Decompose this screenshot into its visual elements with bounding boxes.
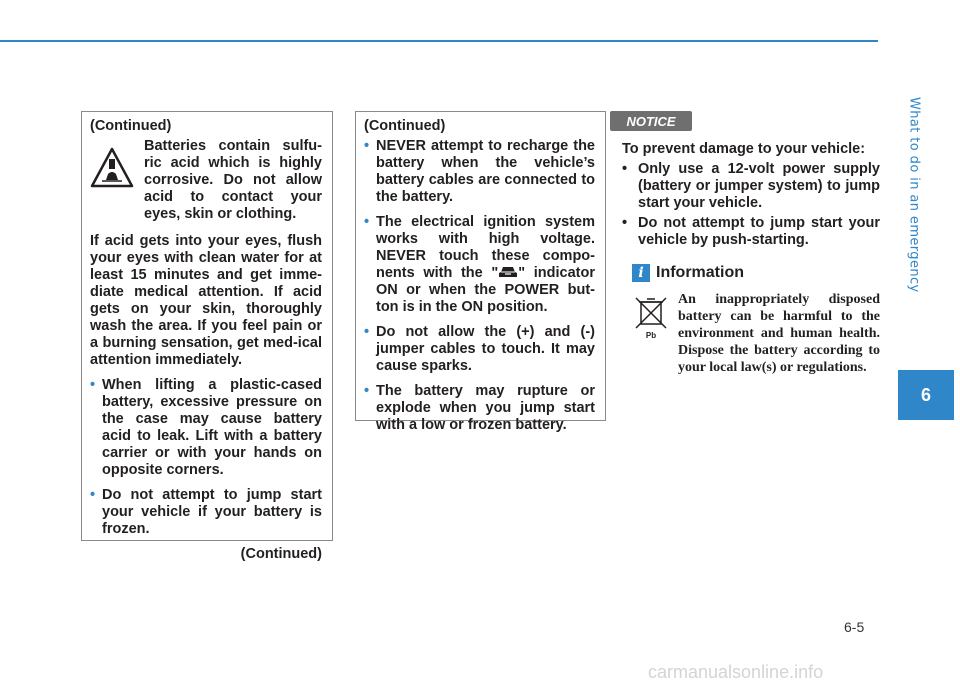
notice-badge: NOTICE (610, 111, 692, 131)
page-number: 6-5 (844, 619, 865, 635)
header-rule (0, 40, 878, 42)
first-aid-paragraph: If acid gets into your eyes, flush your eyes with clean water for at least 15 minutes and get imme-diate medical attention. If acid gets on your skin, thoroughly wash the area. If you feel pain or a burning sensation, get med-ical attention immediately. (90, 233, 322, 368)
warning-text: Batteries contain sulfu-ric acid which is highly corrosive. Do not allow acid to contact your eyes, skin or clothing. (144, 138, 322, 222)
list-item: • NEVER attempt to recharge the battery when the vehicle’s battery cables are connected to the battery. (364, 138, 595, 205)
acid-warning (90, 138, 322, 223)
continued-label: (Continued) (240, 546, 322, 562)
bullet-icon: • (364, 214, 370, 230)
information-title: Information (656, 264, 744, 281)
list-item: • Do not allow the (+) and (-) jumper cables to touch. It may cause sparks. (364, 324, 595, 374)
section-title: What to do in an emergency (906, 97, 922, 293)
list-item: • Only use a 12-volt power supply (battery or jumper system) to jump start your vehicle. (622, 161, 880, 211)
bullet-icon: • (90, 487, 96, 503)
bullet-icon: • (364, 383, 370, 399)
list-item: • The electrical ignition system works with high voltage. NEVER touch these compo-nents with the " " indicator ON or when the POWER but-ton is in the ON position. (364, 214, 596, 315)
list-item: • The battery may rupture or explode when you jump start with a low or frozen battery. (364, 383, 595, 433)
watermark: carmanualsonline.info (648, 662, 824, 682)
notice-intro: To prevent damage to your vehicle: (622, 141, 866, 157)
list-item: • When lifting a plastic-cased battery, excessive pressure on the case may cause battery acid to leak. Lift with a battery carrier or with your hands on opposite corners. (90, 377, 322, 478)
ready-indicator-icon (498, 265, 518, 279)
info-icon: i (632, 264, 650, 282)
information-heading (632, 264, 744, 282)
information-text: An inappropriately disposed battery can be harmful to the environment and human health. Dispose the battery according to your local law(s) or regulations. (678, 292, 880, 375)
bullet-icon: • (622, 161, 628, 177)
chapter-tab: 6 (898, 370, 954, 420)
corrosive-warning-icon (90, 146, 134, 190)
bullet-icon: • (622, 215, 628, 231)
continued-label: (Continued) (90, 118, 172, 134)
bullet-icon: • (364, 324, 370, 340)
continued-label: (Continued) (364, 118, 446, 134)
bullet-icon: • (90, 377, 96, 393)
notice-content (622, 141, 880, 257)
list-item: • Do not attempt to jump start your vehicle if your battery is frozen. (90, 487, 322, 537)
warning-box-middle (355, 111, 606, 433)
crossed-bin-icon (632, 294, 670, 340)
warning-box-left (81, 111, 333, 562)
recycle-label: Pb (645, 331, 657, 340)
list-item: • Do not attempt to jump start your vehicle by push-starting. (622, 215, 880, 248)
bullet-icon: • (364, 138, 370, 154)
